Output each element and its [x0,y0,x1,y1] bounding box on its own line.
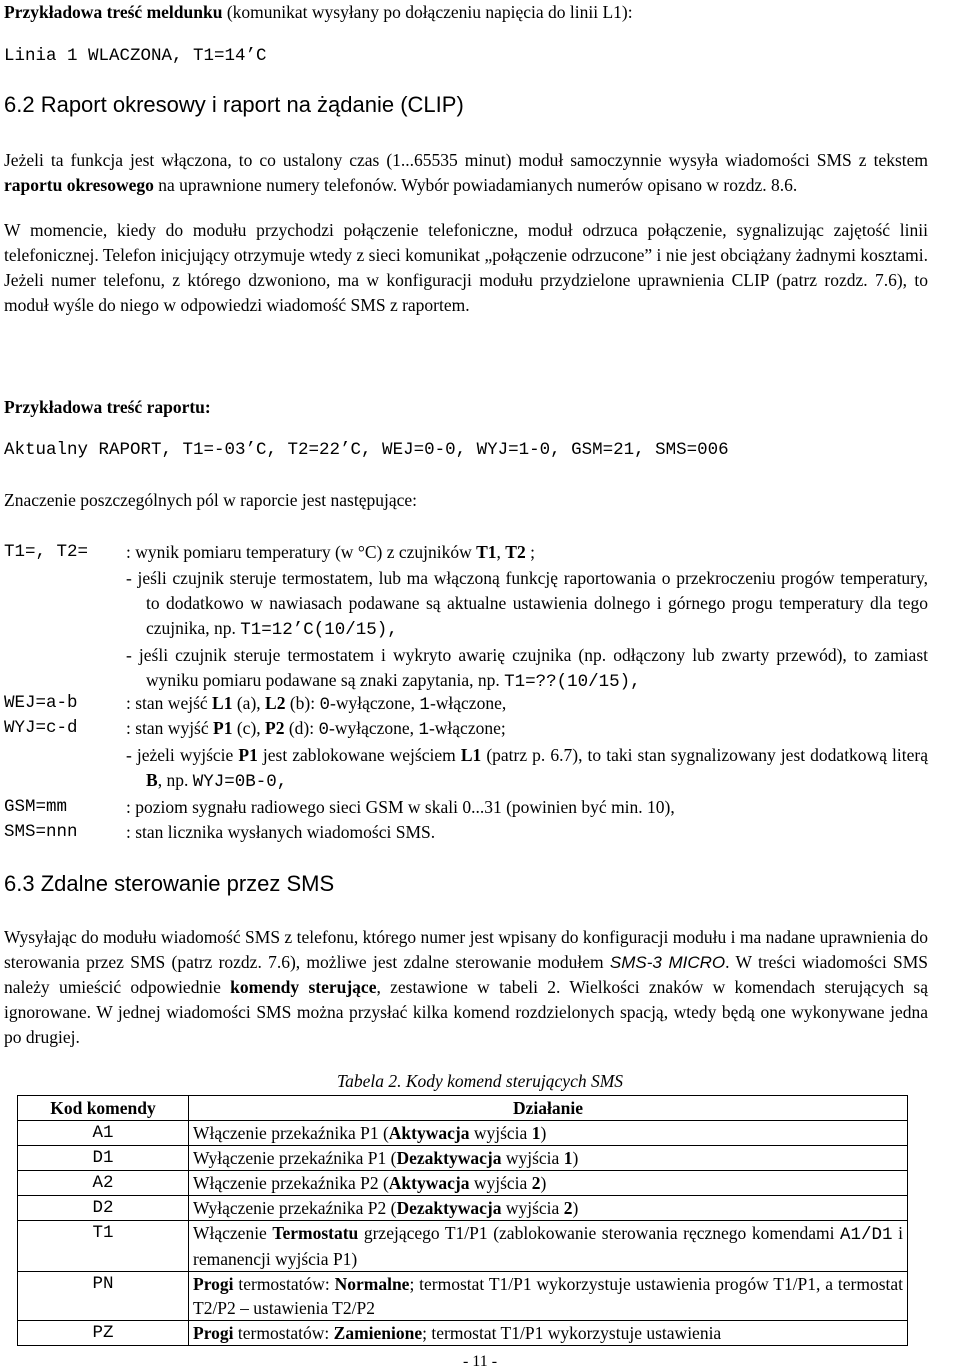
command-code: A2 [18,1171,189,1196]
field-key: T1=, T2= [4,542,89,562]
field-sms [4,820,928,845]
field-t-note-failure: - jeśli czujnik steruje termostatem i wykryto awarię czujnika (np. odłączony lub zwarty przewód), to zamiast wyniku pomiaru podawane są znaki zapytania, np. T1=??(10/15), [126,645,928,692]
table-row [18,1121,908,1146]
section-heading-6-3: 6.3 Zdalne sterowanie przez SMS [4,871,335,896]
field-wej [4,691,928,716]
section-heading-6-2: 6.2 Raport okresowy i raport na żądanie (CLIP) [4,92,464,117]
table-row [18,1146,908,1171]
field-key: SMS=nnn [4,822,78,842]
command-code: T1 [18,1221,189,1272]
fields-intro: Znaczenie poszczególnych pól w raporcie jest następujące: [4,490,418,510]
intro-message: Linia 1 WLACZONA, T1=14’C [4,46,267,66]
field-key: GSM=mm [4,797,68,817]
table-caption: Tabela 2. Kody komend sterujących SMS [336,1071,624,1091]
example-label: Przykładowa treść raportu: [4,397,211,417]
field-wyj [4,716,928,741]
paragraph-clip: W momencie, kiedy do modułu przychodzi połączenie telefoniczne, moduł odrzuca połączenie, sygnalizując zajętość linii telefonicznej. Telefon inicjujący otrzymuje wtedy z sieci komunikat „połączenie odrzucone” i nie jest obciążany żadnymi kosztami. Jeżeli numer telefonu, z którego dzwoniono, ma w konfiguracji modułu przydzielone uprawnienia CLIP (patrz rozdz. 7.6), to moduł wyśle do niego w odpowiedzi wiadomość SMS z raportem. [4,220,928,315]
field-key: WEJ=a-b [4,693,78,713]
table-row [18,1272,908,1321]
commands-table [17,1095,908,1346]
field-t-subnotes [126,566,928,695]
table-header-row [18,1096,908,1121]
command-action: Progi termostatów: Normalne; termostat T1/P1 wykorzystuje ustawienia progów T1/P1, a termostat T2/P2 – ustawienia T2/P2 [189,1272,908,1321]
field-key: WYJ=c-d [4,718,78,738]
paragraph-remote-control: Wysyłając do modułu wiadomość SMS z telefonu, którego numer jest wpisany do konfiguracji modułu i ma nadane uprawnienia do sterowania przez SMS (patrz rozdz. 7.6), możliwe jest zdalne sterowanie modułem SMS-3 MICRO. W treści wiadomości SMS należy umieścić odpowiednie komendy sterujące, zestawione w tabeli 2. Wielkości znaków w komendach sterujących są ignorowane. W jednej wiadomości SMS można przysłać kilka komend rozdzielonych spacją, wtedy będą one wykonywane jedna po drugiej. [4,927,929,1047]
header-action: Działanie [189,1096,908,1121]
command-action: Włączenie przekaźnika P2 (Aktywacja wyjścia 2) [189,1171,908,1196]
command-code: PZ [18,1321,189,1346]
field-desc: : stan wejść L1 (a), L2 (b): 0-wyłączone, 1-włączone, [126,693,507,715]
command-action: Włączenie przekaźnika P1 (Aktywacja wyjścia 1) [189,1121,908,1146]
field-desc: : stan wyjść P1 (c), P2 (d): 0-wyłączone, 1-włączone; [126,718,506,740]
command-action: Wyłączenie przekaźnika P2 (Dezaktywacja wyjścia 2) [189,1196,908,1221]
field-t [4,540,928,565]
field-desc: : wynik pomiaru temperatury (w °C) z czujników T1, T2 ; [126,542,535,562]
table-row [18,1221,908,1272]
paragraph-periodic-report: Jeżeli ta funkcja jest włączona, to co ustalony czas (1...65535 minut) moduł samoczynnie wysyła wiadomości SMS z tekstem raportu okresowego na uprawnione numery telefonów. Wybór powiadamianych numerów opisano w rozdz. 8.6. [4,150,928,195]
command-action: Włączenie Termostatu grzejącego T1/P1 (zablokowanie sterowania ręcznego komendami A1/D1 i remanencji wyjścia P1) [189,1221,908,1272]
command-code: A1 [18,1121,189,1146]
field-gsm [4,795,928,820]
command-action: Progi termostatów: Zamienione; termostat T1/P1 wykorzystuje ustawienia [189,1321,908,1346]
field-desc: : stan licznika wysłanych wiadomości SMS. [126,822,436,842]
command-action: Wyłączenie przekaźnika P1 (Dezaktywacja wyjścia 1) [189,1146,908,1171]
intro-label: Przykładowa treść meldunku (komunikat wysyłany po dołączeniu napięcia do linii L1): [4,2,633,22]
command-code: D2 [18,1196,189,1221]
example-report: Aktualny RAPORT, T1=-03’C, T2=22’C, WEJ=0-0, WYJ=1-0, GSM=21, SMS=006 [4,440,729,460]
table-row [18,1171,908,1196]
field-t-note-thresholds: - jeśli czujnik steruje termostatem, lub ma włączoną funkcję raportowania o przekroczeniu progów temperatury, to dodatkowo w nawiasach podawane są aktualne ustawienia dolnego i górnego progu temperatury dla tego czujnika, np. T1=12’C(10/15), [126,568,928,640]
command-code: D1 [18,1146,189,1171]
table-row [18,1321,908,1346]
field-desc: : poziom sygnału radiowego sieci GSM w skali 0...31 (powinien być min. 10), [126,797,675,817]
field-wyj-subnote: - jeżeli wyjście P1 jest zablokowane wejściem L1 (patrz p. 6.7), to taki stan sygnalizowany jest dodatkową literą B, np. WYJ=0B-0, [126,745,928,792]
command-code: PN [18,1272,189,1321]
header-code: Kod komendy [18,1096,189,1121]
table-row [18,1196,908,1221]
page-number: - 11 - [462,1353,498,1370]
